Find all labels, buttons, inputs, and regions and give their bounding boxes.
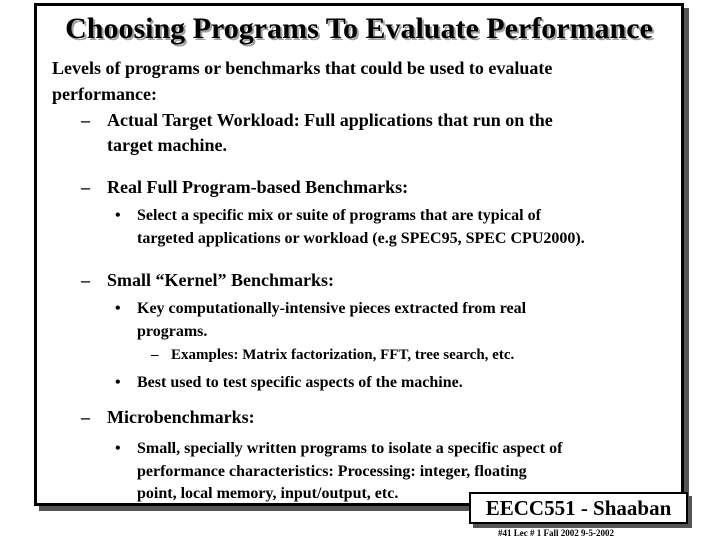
item-actual-workload-line2: target machine.	[107, 135, 227, 155]
kernel-bullet-2-text: Best used to test specific aspects of the machine.	[137, 374, 463, 391]
dash-marker: –	[81, 407, 90, 427]
item-real-full-benchmarks	[81, 177, 408, 198]
intro-line-1: Levels of programs or benchmarks that could be used to evaluate	[52, 58, 553, 78]
item-actual-workload-text: Actual Target Workload: Full applications that run on the	[107, 110, 553, 130]
item-kernel-benchmarks-text: Small “Kernel” Benchmarks:	[107, 270, 334, 290]
intro-line-2: performance:	[52, 84, 157, 104]
micro-bullet	[115, 440, 562, 458]
micro-bullet-text: Small, specially written programs to isolate a specific aspect of	[137, 440, 563, 457]
course-label: EECC551 - Shaaban	[485, 496, 672, 520]
item-real-full-benchmarks-text: Real Full Program-based Benchmarks:	[107, 177, 409, 197]
bullet-marker: •	[115, 440, 121, 457]
real-bullet-text: Select a specific mix or suite of programs that are typical of	[137, 207, 541, 224]
real-bullet-line2: targeted applications or workload (e.g SPEC95, SPEC CPU2000).	[137, 230, 585, 247]
dash-marker: –	[81, 270, 90, 290]
bullet-marker: •	[115, 300, 121, 317]
kernel-subitem	[151, 347, 514, 364]
item-microbenchmarks	[81, 407, 255, 428]
item-microbenchmarks-text: Microbenchmarks:	[107, 407, 255, 427]
kernel-bullet-1-text: Key computationally-intensive pieces extracted from real	[137, 300, 527, 317]
dash-marker: –	[81, 177, 90, 197]
kernel-subitem-text: Examples: Matrix factorization, FFT, tree search, etc.	[171, 347, 515, 363]
real-bullet	[115, 207, 541, 225]
bullet-marker: •	[115, 207, 121, 224]
dash-marker: –	[81, 110, 90, 130]
dash-marker: –	[151, 347, 159, 363]
micro-bullet-line2: performance characteristics: Processing: integer, floating	[137, 463, 527, 480]
item-kernel-benchmarks	[81, 270, 334, 291]
course-label-box	[469, 492, 688, 524]
kernel-bullet-1-line2: programs.	[137, 323, 208, 340]
micro-bullet-line3: point, local memory, input/output, etc.	[137, 485, 399, 502]
kernel-bullet-1	[115, 300, 526, 318]
slide-title: Choosing Programs To Evaluate Performance	[65, 12, 653, 45]
item-actual-workload	[81, 110, 553, 131]
slide-frame	[34, 3, 684, 506]
lecture-note: #41 Lec # 1 Fall 2002 9-5-2002	[498, 528, 614, 538]
kernel-bullet-2	[115, 374, 463, 392]
bullet-marker: •	[115, 374, 121, 391]
